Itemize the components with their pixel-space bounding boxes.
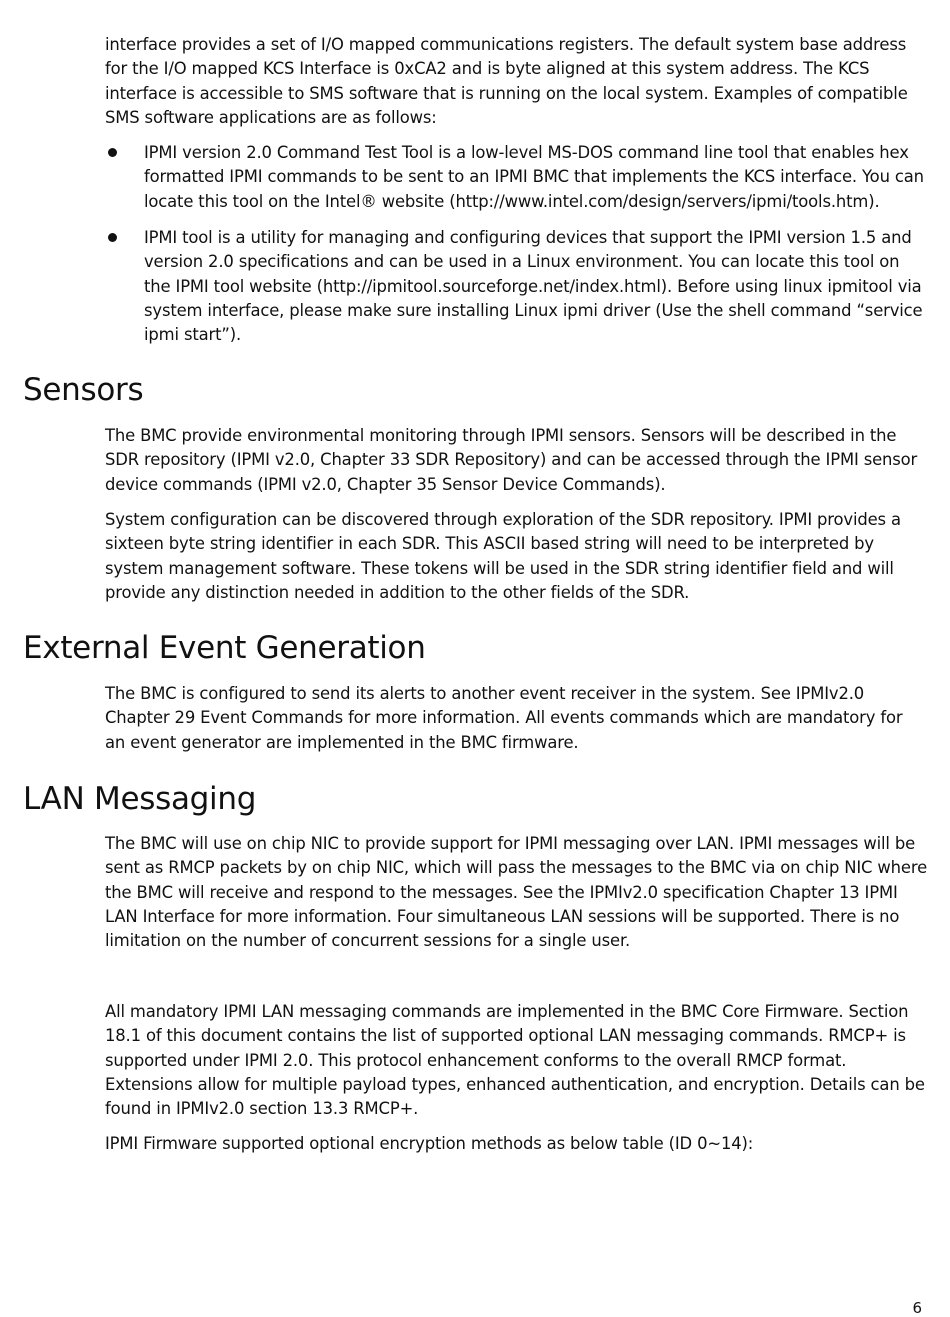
- lan-messaging-paragraph-1: The BMC will use on chip NIC to provide support for IPMI messaging over LAN. IPMI messages will be sent as RMCP packets by on chip NIC, which will pass the messages to the BMC via on chip NIC where the BMC will receive and respond to the messages. See the IPMIv2.0 specification Chapter 13 IPMI LAN Interface for more information. Four simultaneous LAN sessions will be supported. There is no limitation on the number of concurrent sessions for a single user.: [105, 834, 928, 951]
- sensors-paragraph-1: The BMC provide environmental monitoring through IPMI sensors. Sensors will be described in the SDR repository (IPMI v2.0, Chapter 33 SDR Repository) and can be accessed through the IPMI sensor device commands (IPMI v2.0, Chapter 35 Sensor Device Commands).: [105, 426, 918, 494]
- lan-messaging-paragraph-2: All mandatory IPMI LAN messaging commands are implemented in the BMC Core Firmware. Section 18.1 of this document contains the list of supported optional LAN messaging commands. RMCP+ is supported under IPMI 2.0. This protocol enhancement conforms to the overall RMCP format. Extensions allow for multiple payload types, enhanced authentication, and encryption. Details can be found in IPMIv2.0 section 13.3 RMCP+.: [105, 1002, 925, 1119]
- lan-messaging-heading: LAN Messaging: [23, 781, 257, 817]
- bullet-icon: [108, 233, 117, 242]
- lan-messaging-paragraph-3: IPMI Firmware supported optional encryption methods as below table (ID 0~14):: [105, 1134, 754, 1153]
- external-event-paragraph: The BMC is configured to send its alerts to another event receiver in the system. See IPMIv2.0 Chapter 29 Event Commands for more information. All events commands which are mandatory for an event generator are implemented in the BMC firmware.: [105, 684, 903, 752]
- bullet-icon: [108, 148, 117, 157]
- sensors-heading: Sensors: [23, 372, 144, 408]
- sensors-paragraph-2: System configuration can be discovered through exploration of the SDR repository. IPMI provides a sixteen byte string identifier in each SDR. This ASCII based string will need to be interpreted by system management software. These tokens will be used in the SDR string identifier field and will provide any distinction needed in addition to the other fields of the SDR.: [105, 510, 901, 602]
- external-event-heading: External Event Generation: [23, 630, 426, 666]
- intro-paragraph: interface provides a set of I/O mapped communications registers. The default system base address for the I/O mapped KCS Interface is 0xCA2 and is byte aligned at this system address. The KCS interface is accessible to SMS software that is running on the local system. Examples of compatible SMS software applications are as follows:: [105, 35, 908, 127]
- bullet-item-command-test-tool: IPMI version 2.0 Command Test Tool is a low-level MS-DOS command line tool that enables hex formatted IPMI commands to be sent to an IPMI BMC that implements the KCS interface. You can locate this tool on the Intel® website (http://www.intel.com/design/servers/ipmi/tools.htm).: [144, 143, 924, 211]
- page-number: 6: [912, 1299, 922, 1317]
- bullet-item-ipmitool: IPMI tool is a utility for managing and configuring devices that support the IPMI version 1.5 and version 2.0 specifications and can be used in a Linux environment. You can locate this tool on the IPMI tool website (http://ipmitool.sourceforge.net/index.html). Before using linux ipmitool via system interface, please make sure installing Linux ipmi driver (Use the shell command “service ipmi start”).: [144, 228, 923, 345]
